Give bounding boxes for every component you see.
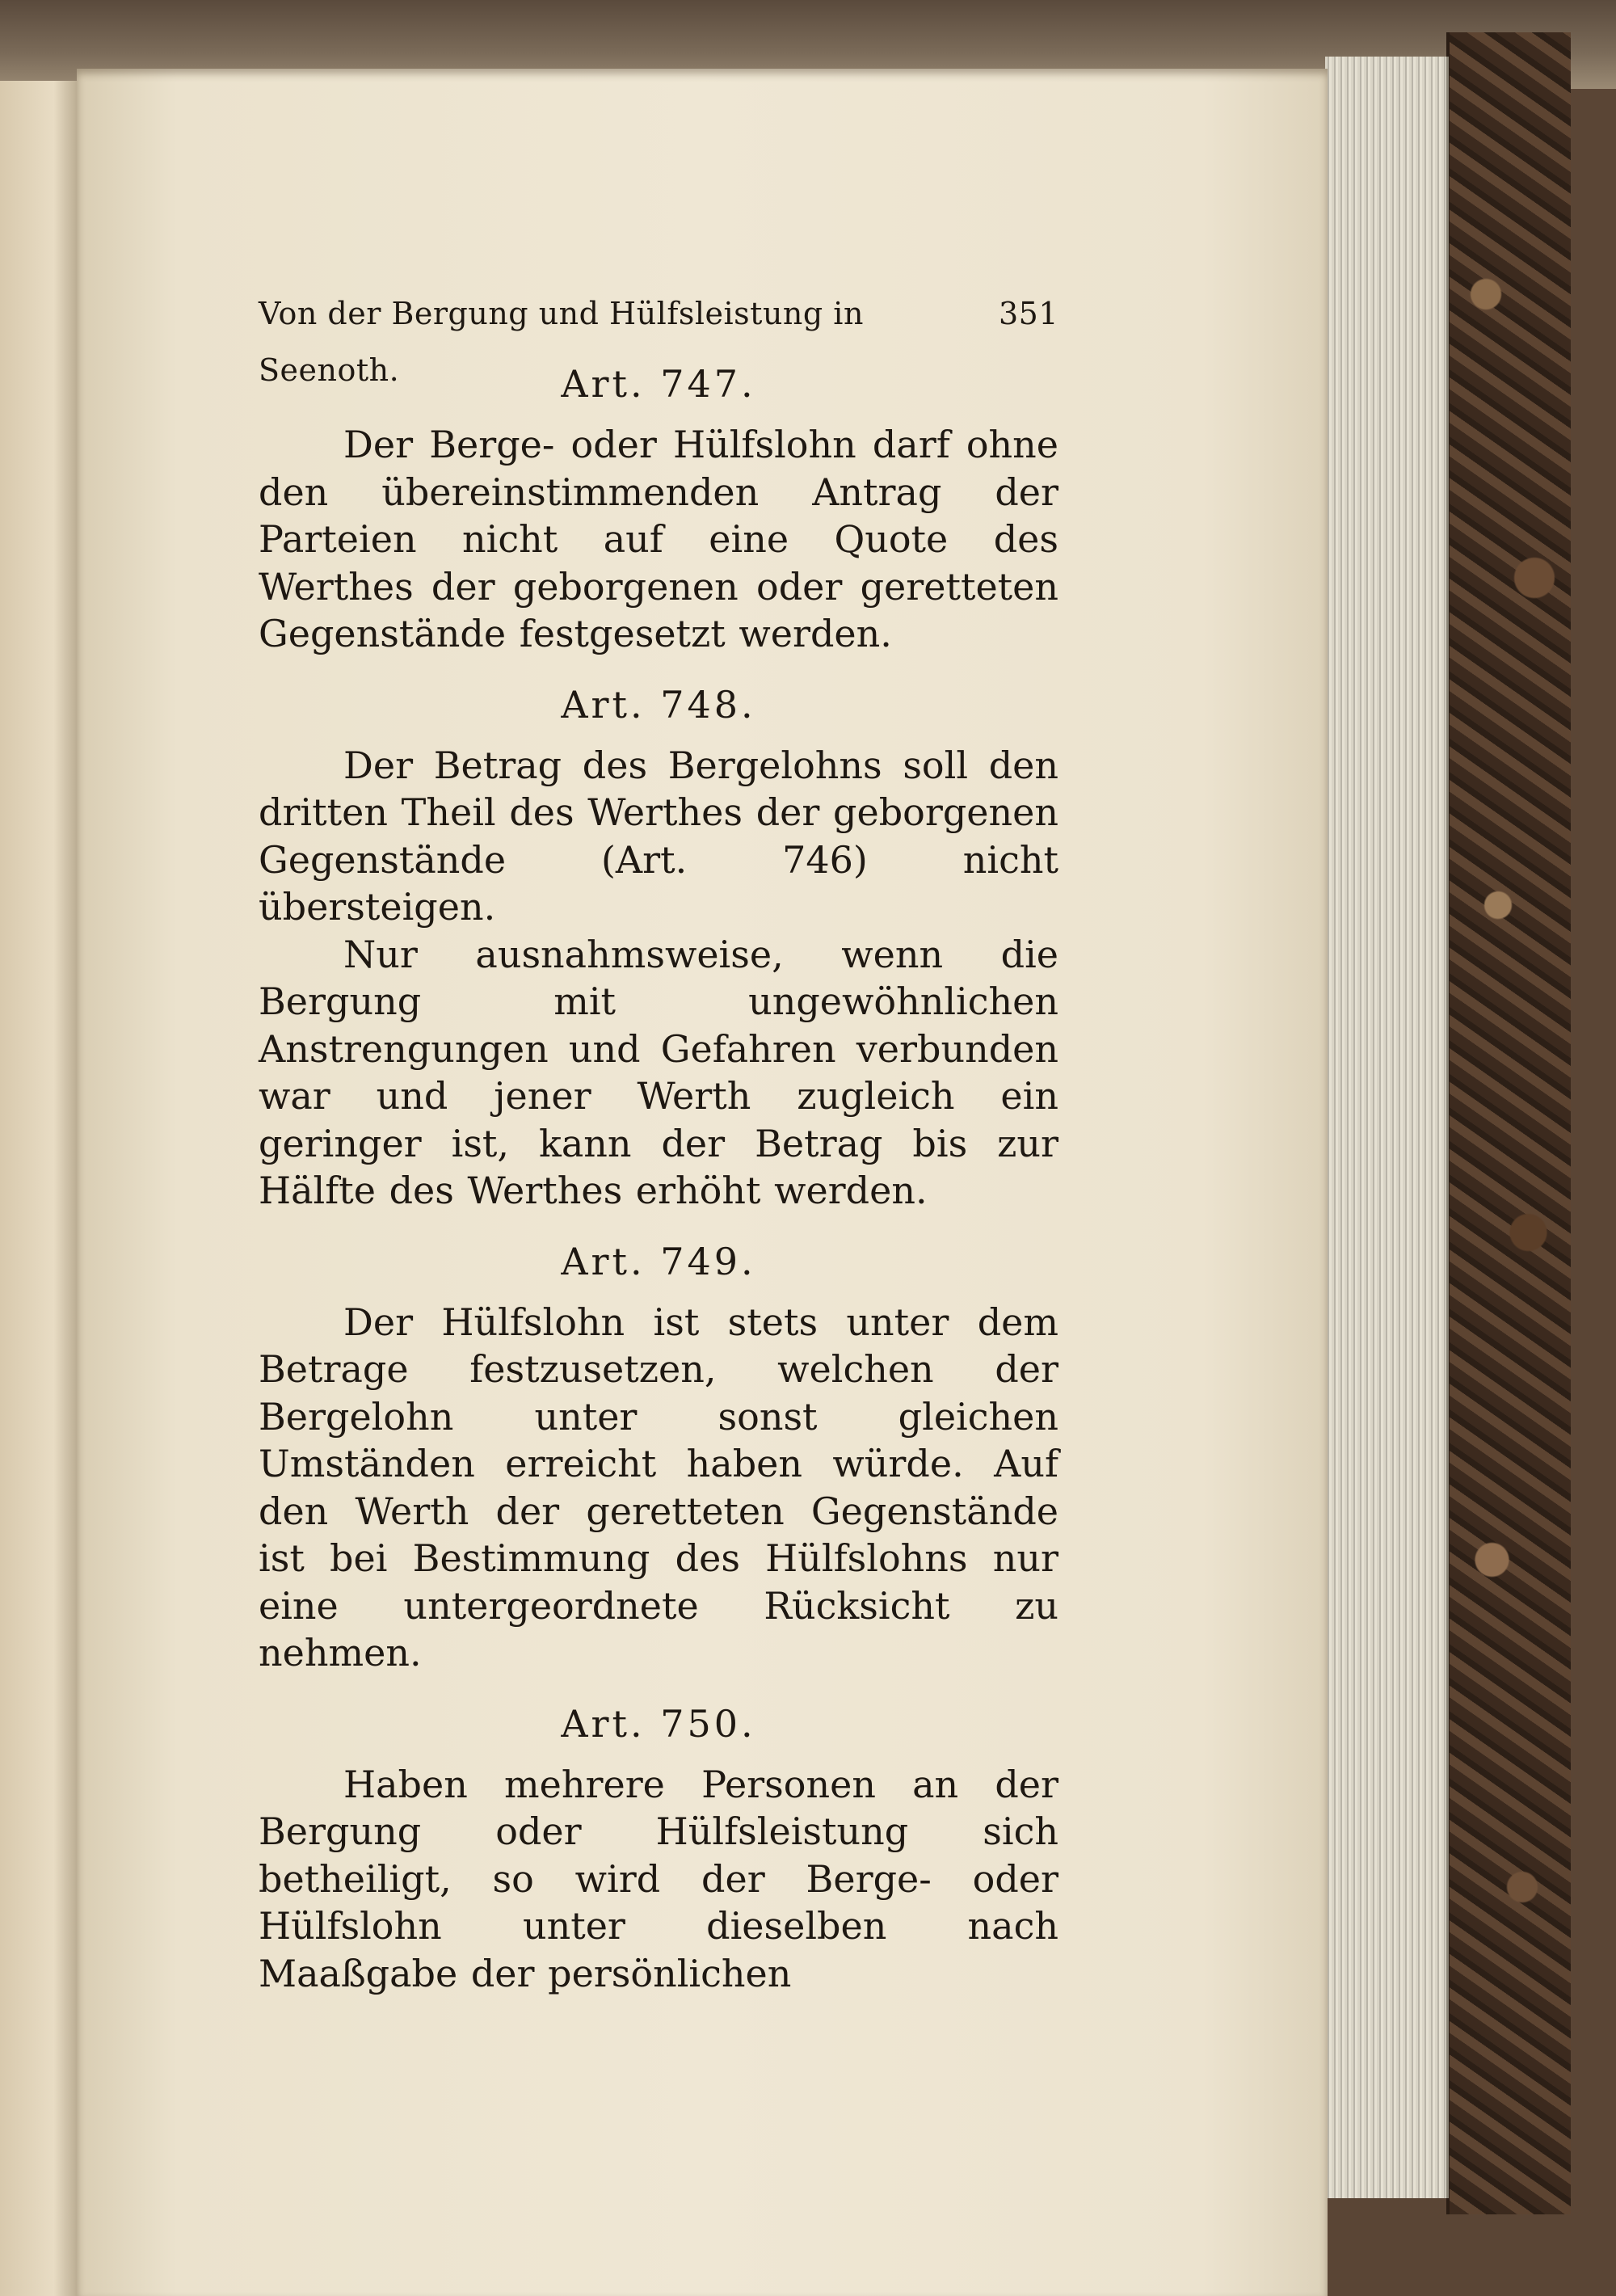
page-number: 351 <box>998 296 1058 331</box>
book-page <box>77 69 1328 2296</box>
article-749 <box>259 1224 1058 1677</box>
article-heading: Art. 747. <box>561 362 756 406</box>
article-heading: Art. 748. <box>561 682 756 727</box>
page-text-block <box>259 285 1058 1997</box>
page-edges-stack <box>1325 57 1449 2198</box>
article-paragraph: Haben mehrere Personen an der Bergung oder Hülfsleistung sich betheiligt, so wird der Berge- oder Hülfslohn unter dieselben nach Maaßgabe der persönlichen <box>259 1762 1058 1995</box>
article-heading: Art. 749. <box>561 1239 756 1283</box>
marbled-cover <box>1446 32 1571 2214</box>
article-paragraph: Nur ausnahmsweise, wenn die Bergung mit ungewöhnlichen Anstrengungen und Gefahren verbunden war und jener Werth zugleich ein geringer ist, kann der Betrag bis zur Hälfte des Werthes erhöht werden. <box>259 932 1058 1212</box>
article-748 <box>259 668 1058 1215</box>
article-paragraph: Der Hülfslohn ist stets unter dem Betrage festzusetzen, welchen der Bergelohn unter sonst gleichen Umständen erreicht haben würde. Auf den Werth der geretteten Gegenstände ist bei Bestimmung des Hülfslohns nur eine untergeordnete Rücksicht zu nehmen. <box>259 1300 1058 1675</box>
article-paragraph: Der Berge- oder Hülfslohn darf ohne den übereinstimmenden Antrag der Parteien nicht auf eine Quote des Werthes der geborgenen oder geretteten Gegenstände festgesetzt werden. <box>259 423 1058 655</box>
article-heading: Art. 750. <box>561 1701 756 1746</box>
article-750 <box>259 1687 1058 1998</box>
facing-page-edge <box>0 81 78 2296</box>
article-paragraph: Der Betrag des Bergelohns soll den dritten Theil des Werthes der geborgenen Gegenstände (Art. 746) nicht übersteigen. <box>259 743 1058 929</box>
running-head-title: Von der Bergung und Hülfsleistung in Seenoth. <box>259 296 864 388</box>
